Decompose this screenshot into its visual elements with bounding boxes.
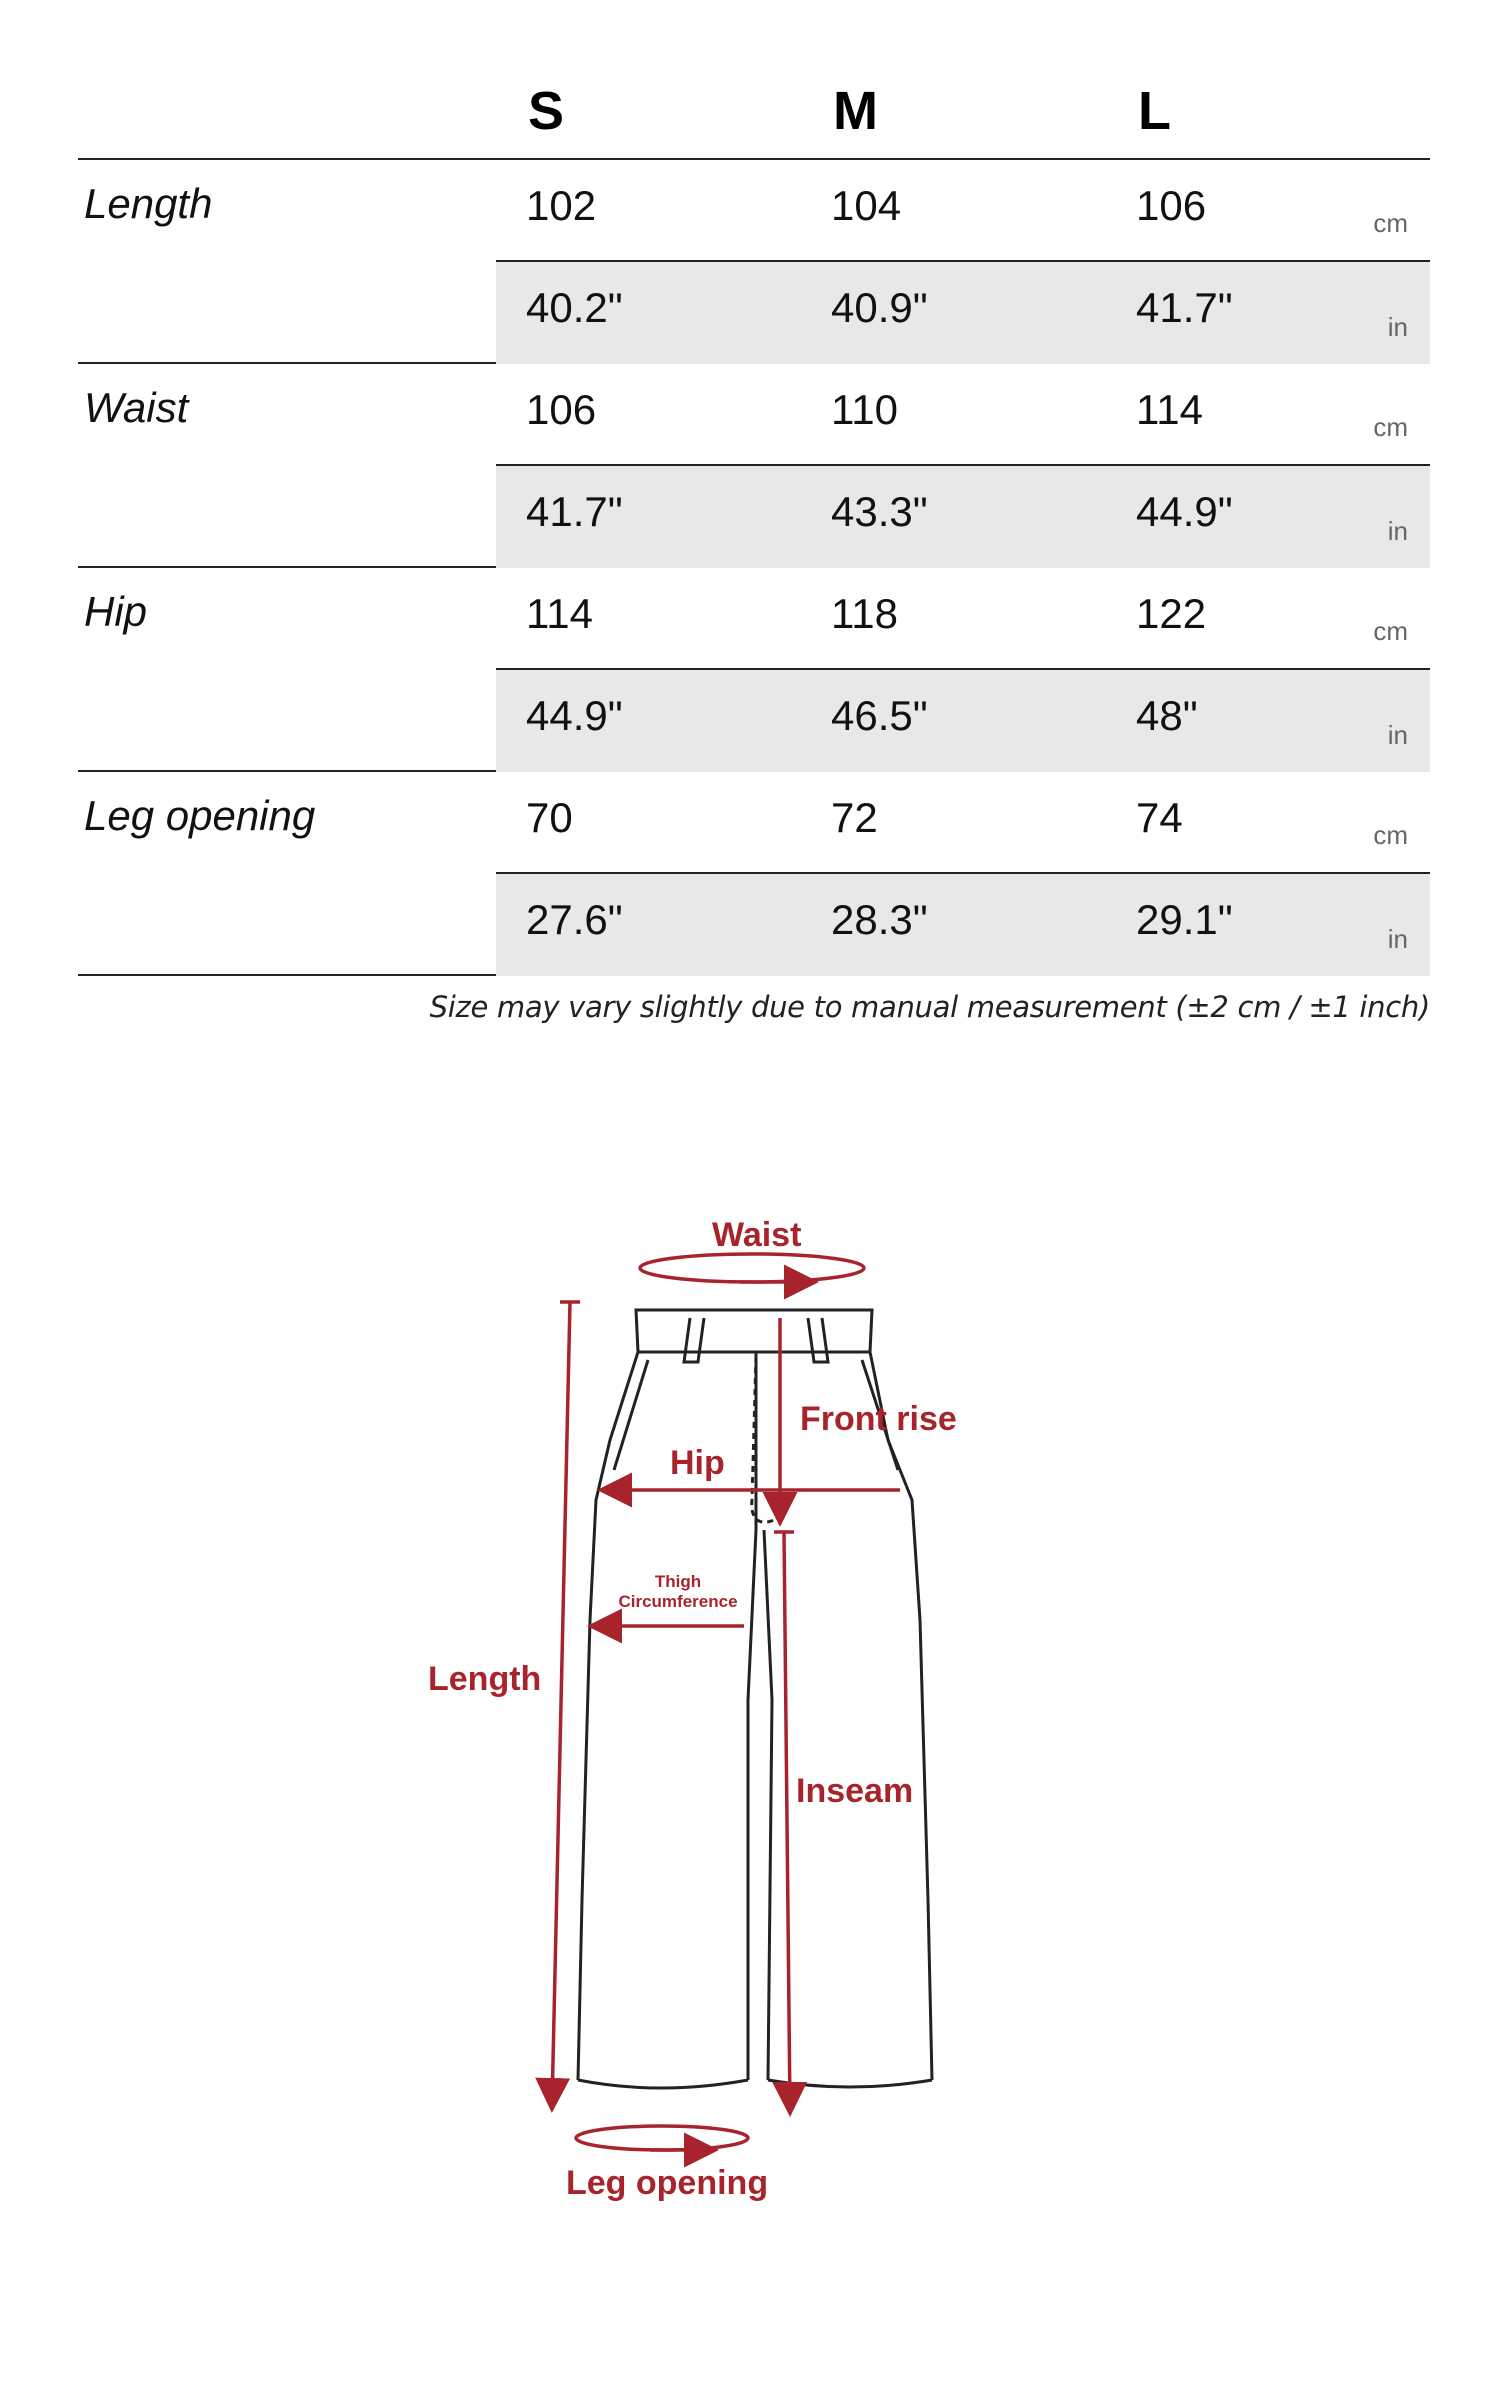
waist-cm-m: 110 xyxy=(831,386,898,433)
leg-opening-cm-m: 72 xyxy=(831,794,878,841)
cm-unit: cm xyxy=(1373,616,1408,646)
leg-opening-cm-l: 74 xyxy=(1136,794,1183,841)
leg-opening-in-m: 28.3" xyxy=(831,896,928,943)
thigh-label-line1: Thigh xyxy=(654,1572,702,1591)
length-arrow xyxy=(552,1302,570,2106)
measurement-arrows xyxy=(552,1254,900,2150)
in-unit: in xyxy=(1387,720,1408,750)
waist-diagram-label: Waist xyxy=(712,1216,802,1254)
inseam-arrow xyxy=(784,1532,790,2110)
waist-arrow xyxy=(640,1254,864,1282)
length-in-l: 41.7" xyxy=(1136,284,1233,331)
length-cm-s: 102 xyxy=(526,182,597,229)
hip-cm-m: 118 xyxy=(831,590,898,637)
hip-in-m: 46.5" xyxy=(831,692,928,739)
cm-unit: cm xyxy=(1373,208,1408,238)
length-in-s: 40.2" xyxy=(526,284,623,331)
hip-diagram-label: Hip xyxy=(670,1444,725,1482)
thigh-circumference-label xyxy=(598,1572,758,1612)
in-unit: in xyxy=(1387,516,1408,546)
leg-opening-in-s: 27.6" xyxy=(526,896,623,943)
length-label: Length xyxy=(84,180,213,227)
waist-in-m: 43.3" xyxy=(831,488,928,535)
size-l-header: L xyxy=(1138,81,1171,141)
leg-opening-cm-s: 70 xyxy=(526,794,573,841)
waist-cm-s: 106 xyxy=(526,386,597,433)
waist-label: Waist xyxy=(84,384,189,431)
leg-opening-diagram-label: Leg opening xyxy=(566,2164,769,2202)
size-m-header: M xyxy=(833,81,878,141)
leg-opening-in-l: 29.1" xyxy=(1136,896,1233,943)
hip-cm-l: 122 xyxy=(1136,590,1207,637)
cm-unit: cm xyxy=(1373,412,1408,442)
measurement-note: Size may vary slightly due to manual measurement (±2 cm / ±1 inch) xyxy=(429,990,1430,1024)
waist-in-s: 41.7" xyxy=(526,488,623,535)
hip-cm-s: 114 xyxy=(526,590,593,637)
cm-unit: cm xyxy=(1373,820,1408,850)
leg-opening-label: Leg opening xyxy=(84,792,316,839)
length-cm-m: 104 xyxy=(831,182,902,229)
hip-label: Hip xyxy=(84,588,148,635)
length-cm-l: 106 xyxy=(1136,182,1207,229)
inseam-diagram-label: Inseam xyxy=(796,1772,914,1810)
hip-in-l: 48" xyxy=(1136,692,1198,739)
length-diagram-label: Length xyxy=(428,1660,542,1698)
hip-in-s: 44.9" xyxy=(526,692,623,739)
leg-opening-arrow xyxy=(576,2126,748,2150)
in-unit: in xyxy=(1387,312,1408,342)
length-in-m: 40.9" xyxy=(831,284,928,331)
thigh-label-line2: Circumference xyxy=(618,1592,738,1611)
size-s-header: S xyxy=(528,81,565,141)
waist-in-l: 44.9" xyxy=(1136,488,1233,535)
front-rise-diagram-label: Front rise xyxy=(800,1400,957,1438)
in-unit: in xyxy=(1387,924,1408,954)
waist-cm-l: 114 xyxy=(1136,386,1203,433)
